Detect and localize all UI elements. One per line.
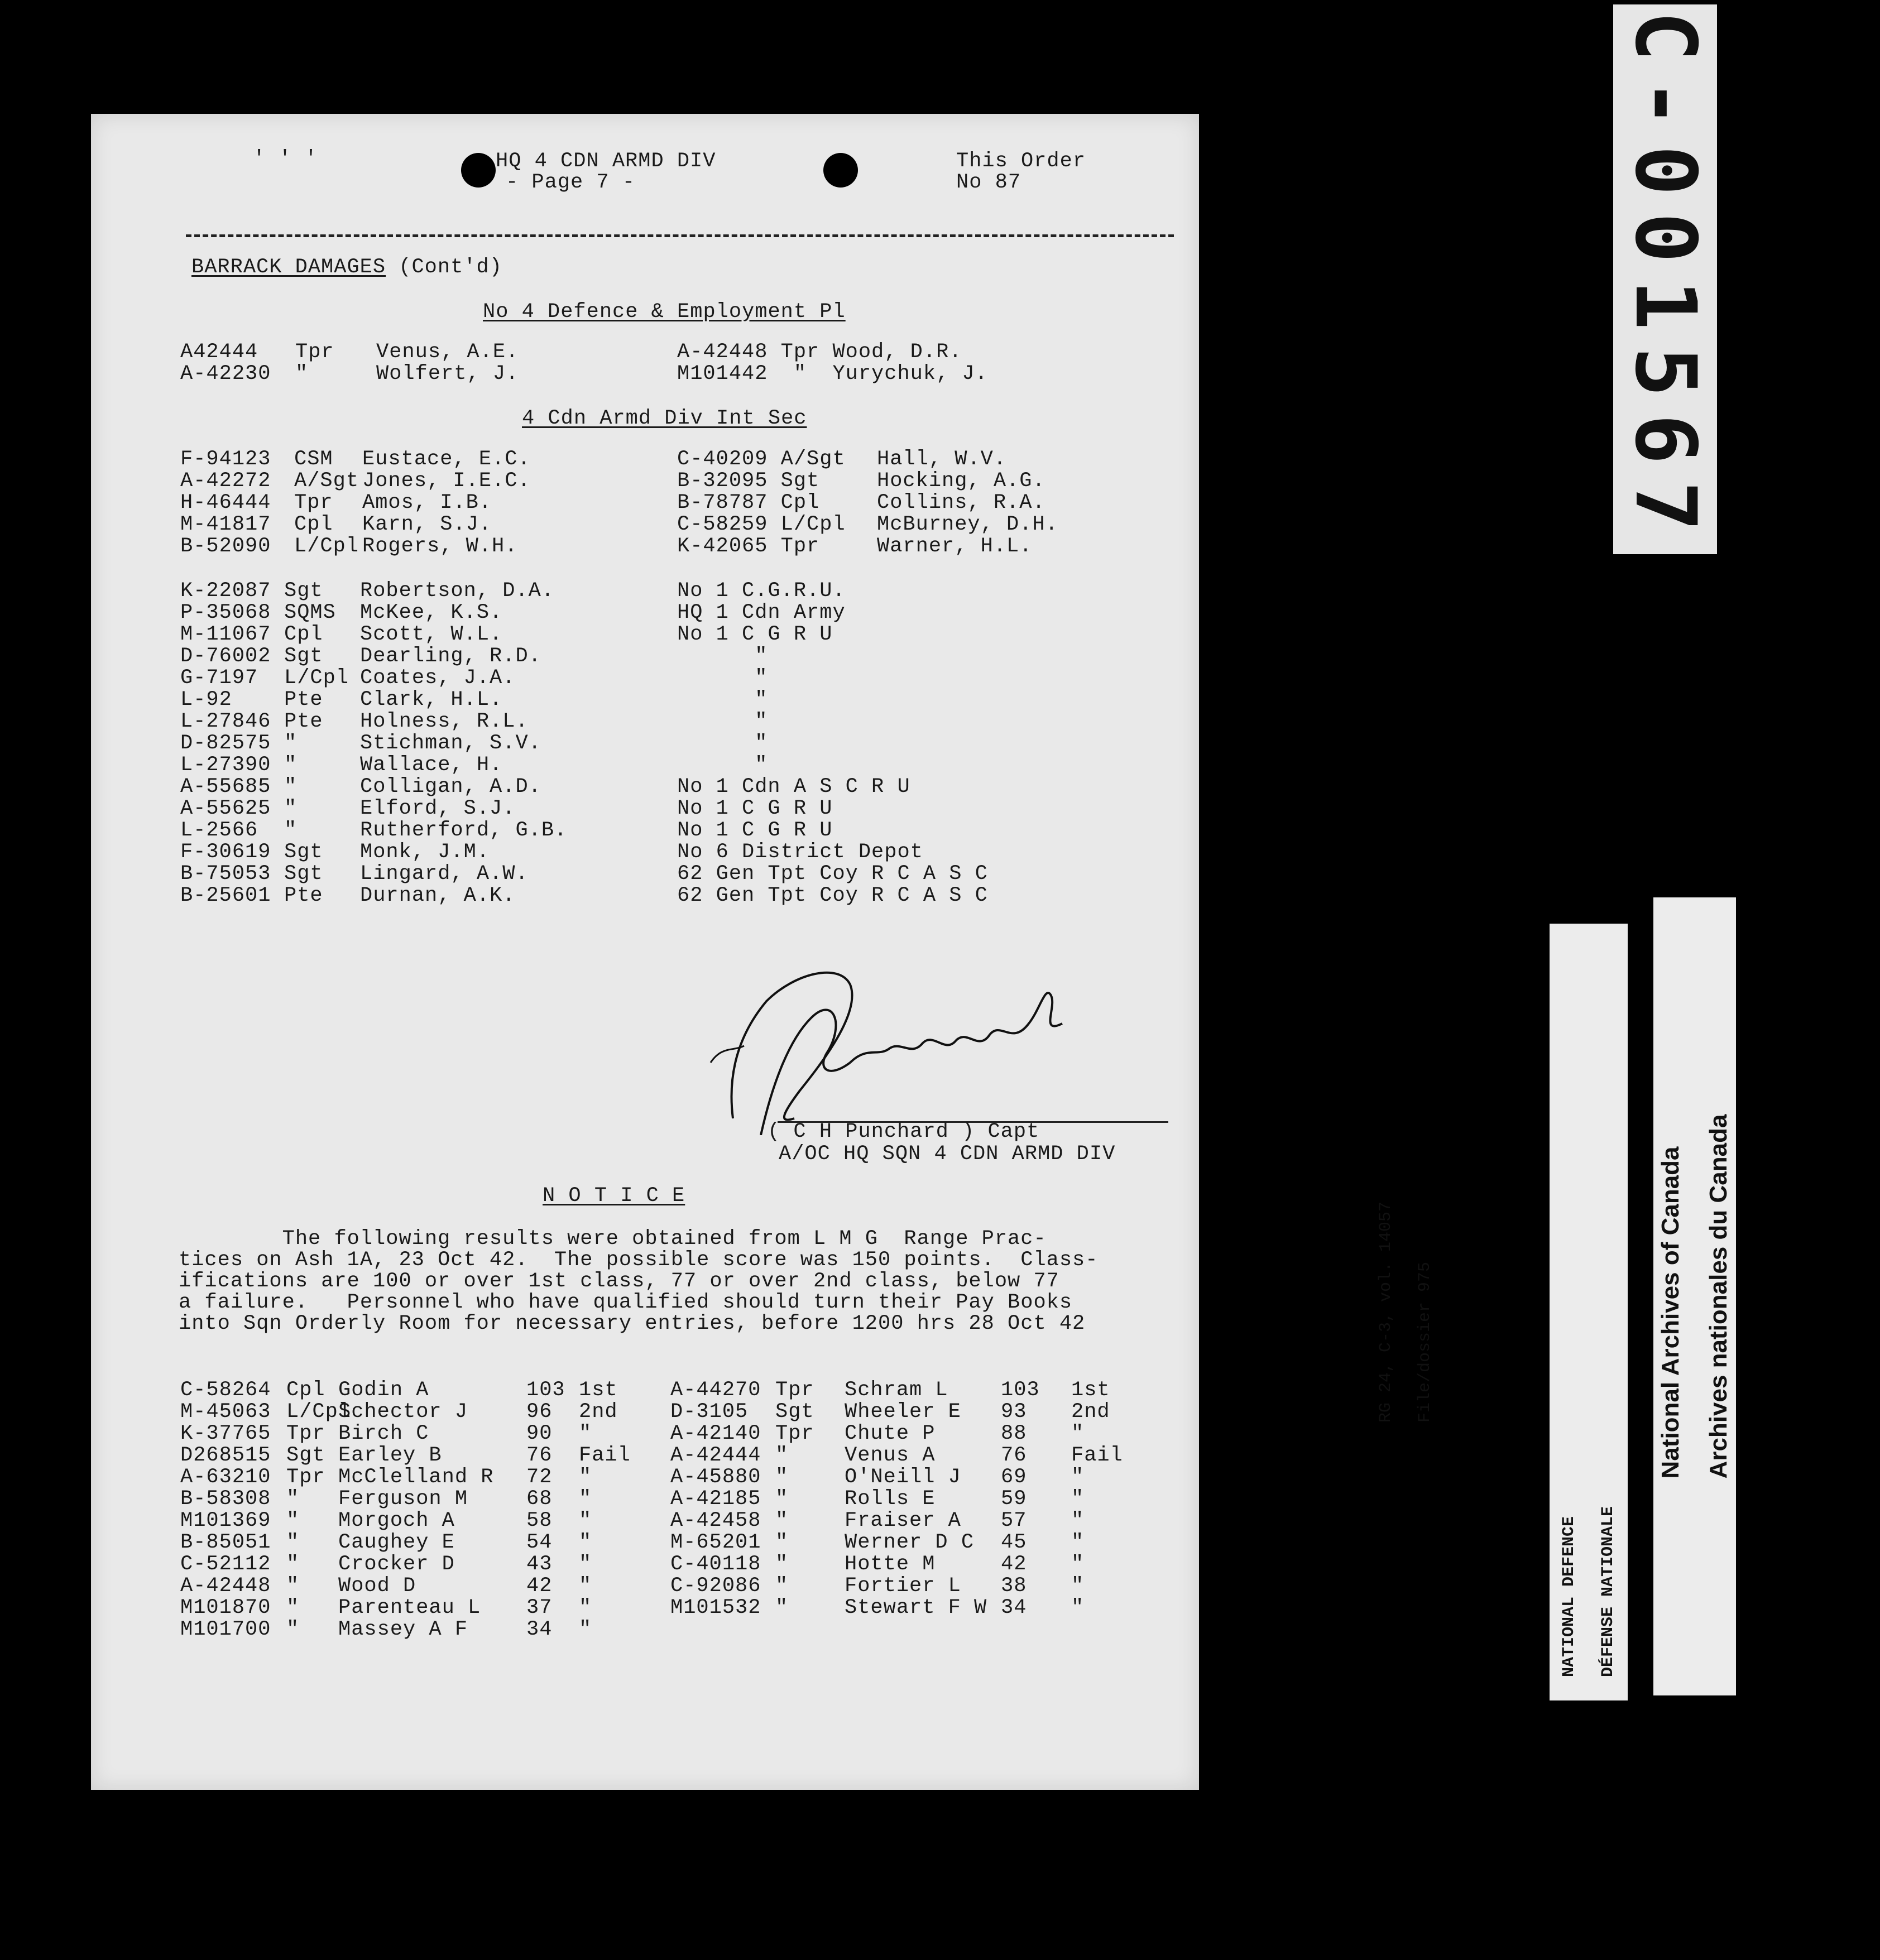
service-number: A-45880 (670, 1466, 761, 1489)
name: Earley B (338, 1444, 442, 1467)
name: Holness, R.L. (360, 710, 529, 733)
reference-label (1377, 924, 1628, 1700)
result-row (91, 1554, 1199, 1575)
notice-line: The following results were obtained from L M G Range Prac- (179, 1227, 1047, 1251)
signature-title: A/OC HQ SQN 4 CDN ARMD DIV (779, 1142, 1116, 1166)
rank: Pte (284, 710, 323, 733)
service-number: B-58308 (180, 1487, 271, 1511)
name: Amos, I.B. (362, 491, 492, 515)
result-row (91, 1510, 1199, 1532)
right-name: Collins, R.A. (877, 491, 1045, 515)
service-number: M-41817 (180, 513, 271, 536)
result-row (91, 1532, 1199, 1554)
name: Massey A F (338, 1618, 468, 1641)
personnel-row (91, 470, 1199, 492)
name: Eustace, E.C. (362, 448, 531, 471)
posting: HQ 1 Cdn Army (677, 601, 846, 624)
classification: 2nd (579, 1400, 618, 1424)
service-number: A-55685 (180, 775, 271, 799)
name: Morgoch A (338, 1509, 455, 1533)
frame-number-tag (1613, 4, 1717, 554)
right-name: Hocking, A.G. (877, 469, 1045, 493)
personnel-row (91, 776, 1199, 798)
name: Wood D (338, 1574, 416, 1598)
rank: " (295, 362, 309, 386)
name: Wolfert, J. (376, 362, 519, 386)
signature-name: ( C H Punchard ) Capt (768, 1120, 1040, 1144)
header-unit: HQ 4 CDN ARMD DIV (496, 150, 716, 173)
rank: " (775, 1444, 789, 1467)
rank: Tpr (295, 340, 334, 364)
service-number: D-3105 (670, 1400, 749, 1424)
service-number: M-65201 (670, 1531, 761, 1554)
classification: Fail (1071, 1444, 1123, 1467)
right-entry: M101442 " Yurychuk, J. (677, 362, 988, 386)
header-order-number: No 87 (956, 171, 1021, 194)
right-number-rank: B-32095 Sgt (677, 469, 820, 493)
result-row (91, 1467, 1199, 1488)
right-name: McBurney, D.H. (877, 513, 1058, 536)
rank: " (286, 1574, 300, 1598)
rank: L/Cpl (284, 666, 349, 690)
service-number: B-25601 (180, 884, 271, 907)
personnel-row (91, 536, 1199, 558)
rank: L/Cpl (294, 535, 359, 558)
rank: " (284, 753, 298, 777)
notice-line: a failure. Personnel who have qualified should turn their Pay Books (179, 1291, 1073, 1314)
rank: " (775, 1466, 789, 1489)
service-number: G-7197 (180, 666, 258, 690)
result-row (91, 1423, 1199, 1445)
rank: CSM (294, 448, 333, 471)
service-number: M101700 (180, 1618, 271, 1641)
rank: " (284, 797, 298, 820)
score: 96 (526, 1400, 553, 1424)
rank: " (286, 1596, 300, 1620)
classification: " (579, 1509, 592, 1533)
personnel-row (91, 602, 1199, 624)
rank: Pte (284, 688, 323, 712)
service-number: K-22087 (180, 579, 271, 603)
posting: 62 Gen Tpt Coy R C A S C (677, 884, 988, 907)
barrack-title-main: BARRACK DAMAGES (191, 256, 386, 279)
name: Fraiser A (845, 1509, 961, 1533)
classification: 1st (579, 1378, 618, 1402)
notice-line: tices on Ash 1A, 23 Oct 42. The possible score was 150 points. Class- (179, 1248, 1099, 1272)
posting: No 1 C G R U (677, 797, 833, 820)
rank: Pte (284, 884, 323, 907)
personnel-row (91, 580, 1199, 602)
rank: " (775, 1487, 789, 1511)
name: Rutherford, G.B. (360, 819, 568, 842)
result-row (91, 1619, 1199, 1641)
classification: 2nd (1071, 1400, 1110, 1424)
service-number: M101369 (180, 1509, 271, 1533)
score: 103 (1001, 1378, 1040, 1402)
rank: Tpr (286, 1466, 325, 1489)
name: Colligan, A.D. (360, 775, 541, 799)
result-row (91, 1380, 1199, 1401)
classification: " (579, 1596, 592, 1620)
name: Ferguson M (338, 1487, 468, 1511)
rank: Sgt (284, 862, 323, 886)
service-number: A42444 (180, 340, 258, 364)
name: Elford, S.J. (360, 797, 516, 820)
rank: " (284, 819, 298, 842)
score: 45 (1001, 1531, 1027, 1554)
name: Dearling, R.D. (360, 645, 541, 668)
name: Fortier L (845, 1574, 961, 1598)
score: 57 (1001, 1509, 1027, 1533)
classification: " (579, 1422, 592, 1445)
name: Crocker D (338, 1553, 455, 1576)
rank: Tpr (286, 1422, 325, 1445)
name: Wheeler E (845, 1400, 961, 1424)
name: Karn, S.J. (362, 513, 492, 536)
service-number: A-42448 (180, 1574, 271, 1598)
notice-line: ifications are 100 or over 1st class, 77 or over 2nd class, below 77 (179, 1270, 1059, 1293)
personnel-row (91, 667, 1199, 689)
rank: A/Sgt (294, 469, 359, 493)
score: 76 (1001, 1444, 1027, 1467)
service-number: C-58264 (180, 1378, 271, 1402)
personnel-row (91, 492, 1199, 514)
result-row (91, 1401, 1199, 1423)
personnel-row (91, 820, 1199, 842)
archives-block (1637, 1114, 1753, 1479)
personnel-row (91, 514, 1199, 536)
personnel-row (91, 863, 1199, 885)
result-row (91, 1445, 1199, 1467)
right-number-rank: K-42065 Tpr (677, 535, 820, 558)
personnel-row (91, 342, 1199, 363)
rank: " (286, 1618, 300, 1641)
posting: No 6 District Depot (677, 840, 923, 864)
right-entry: A-42448 Tpr Wood, D.R. (677, 340, 962, 364)
posting: " (677, 753, 768, 777)
posting: 62 Gen Tpt Coy R C A S C (677, 862, 988, 886)
rank: " (284, 775, 298, 799)
service-number: L-27846 (180, 710, 271, 733)
name: Jones, I.E.C. (362, 469, 531, 493)
score: 88 (1001, 1422, 1027, 1445)
classification: " (1071, 1466, 1085, 1489)
score: 103 (526, 1378, 565, 1402)
service-number: A-63210 (180, 1466, 271, 1489)
score: 38 (1001, 1574, 1027, 1598)
posting: " (677, 645, 768, 668)
service-number: M-11067 (180, 623, 271, 646)
name: Birch C (338, 1422, 429, 1445)
service-number: A-42458 (670, 1509, 761, 1533)
result-row (91, 1575, 1199, 1597)
score: 42 (1001, 1553, 1027, 1576)
personnel-row (91, 798, 1199, 820)
rank: Tpr (775, 1378, 814, 1402)
classification: " (1071, 1553, 1085, 1576)
personnel-row (91, 449, 1199, 470)
service-number: B-52090 (180, 535, 271, 558)
score: 43 (526, 1553, 553, 1576)
header-divider (186, 234, 1174, 237)
classification: " (1071, 1422, 1085, 1445)
header-order-label: This Order (956, 150, 1086, 173)
rank: Sgt (284, 579, 323, 603)
name: Clark, H.L. (360, 688, 503, 712)
score: 76 (526, 1444, 553, 1467)
rank: " (284, 732, 298, 755)
service-number: P-35068 (180, 601, 271, 624)
name: Robertson, D.A. (360, 579, 555, 603)
national-defence-line-1: NATIONAL DEFENCE (1560, 1516, 1579, 1678)
service-number: M101870 (180, 1596, 271, 1620)
service-number: A-42185 (670, 1487, 761, 1511)
classification: " (579, 1531, 592, 1554)
rank: Cpl (284, 623, 323, 646)
archives-line-en: National Archives of Canada (1657, 1146, 1684, 1479)
rank: " (286, 1553, 300, 1576)
personnel-row (91, 646, 1199, 667)
service-number: F-94123 (180, 448, 271, 471)
rank: Sgt (284, 840, 323, 864)
rank: L/Cpl (286, 1400, 352, 1424)
name: Schector J (338, 1400, 468, 1424)
name: Chute P (845, 1422, 936, 1445)
personnel-row (91, 711, 1199, 733)
handwritten-signature (699, 951, 1079, 1135)
header-page: - Page 7 - (506, 171, 636, 194)
classification: " (579, 1487, 592, 1511)
service-number: A-55625 (180, 797, 271, 820)
service-number: B-75053 (180, 862, 271, 886)
posting: " (677, 710, 768, 733)
personnel-row (91, 624, 1199, 646)
personnel-row (91, 842, 1199, 863)
service-number: L-27390 (180, 753, 271, 777)
archives-line-fr: Archives nationales du Canada (1705, 1114, 1732, 1479)
service-number: L-92 (180, 688, 232, 712)
name: Wallace, H. (360, 753, 503, 777)
name: Scott, W.L. (360, 623, 503, 646)
right-number-rank: C-40209 A/Sgt (677, 448, 846, 471)
rank: " (775, 1596, 789, 1620)
posting: " (677, 688, 768, 712)
service-number: L-2566 (180, 819, 258, 842)
frame-number: C-001567 (1617, 11, 1714, 548)
name: Caughey E (338, 1531, 455, 1554)
name: Hotte M (845, 1553, 936, 1576)
classification: 1st (1071, 1378, 1110, 1402)
rank: Sgt (284, 645, 323, 668)
score: 90 (526, 1422, 553, 1445)
service-number: D-82575 (180, 732, 271, 755)
name: Venus, A.E. (376, 340, 519, 364)
name: O'Neill J (845, 1466, 961, 1489)
score: 58 (526, 1509, 553, 1533)
posting: No 1 C G R U (677, 623, 833, 646)
service-number: C-92086 (670, 1574, 761, 1598)
document-page (91, 114, 1199, 1790)
notice-title: N O T I C E (543, 1184, 685, 1208)
service-number: A-42140 (670, 1422, 761, 1445)
name: Venus A (845, 1444, 936, 1467)
personnel-row (91, 689, 1199, 711)
rank: " (775, 1531, 789, 1554)
name: Rogers, W.H. (362, 535, 518, 558)
rank: " (775, 1574, 789, 1598)
classification: " (1071, 1509, 1085, 1533)
rank: Sgt (286, 1444, 325, 1467)
service-number: C-40118 (670, 1553, 761, 1576)
section-int-sec: 4 Cdn Armd Div Int Sec (522, 407, 807, 430)
right-name: Hall, W.V. (877, 448, 1007, 471)
service-number: A-44270 (670, 1378, 761, 1402)
result-row (91, 1488, 1199, 1510)
punch-hole-right (823, 153, 858, 188)
posting: No 1 C G R U (677, 819, 833, 842)
service-number: D268515 (180, 1444, 271, 1467)
right-name: Warner, H.L. (877, 535, 1033, 558)
name: Durnan, A.K. (360, 884, 516, 907)
reference-line-2: File/dossier 975 (1416, 1261, 1435, 1423)
rank: " (286, 1509, 300, 1533)
header-mark: ' ' ' (253, 147, 318, 171)
rank: " (775, 1553, 789, 1576)
score: 59 (1001, 1487, 1027, 1511)
service-number: M101532 (670, 1596, 761, 1620)
name: Werner D C (845, 1531, 975, 1554)
service-number: B-85051 (180, 1531, 271, 1554)
notice-line: into Sqn Orderly Room for necessary entries, before 1200 hrs 28 Oct 42 (179, 1312, 1086, 1336)
rank: " (775, 1509, 789, 1533)
personnel-row (91, 755, 1199, 776)
name: Lingard, A.W. (360, 862, 529, 886)
name: Stewart F W (845, 1596, 987, 1620)
service-number: C-52112 (180, 1553, 271, 1576)
classification: " (579, 1618, 592, 1641)
name: Godin A (338, 1378, 429, 1402)
service-number: A-42230 (180, 362, 271, 386)
name: McClelland R (338, 1466, 494, 1489)
right-number-rank: B-78787 Cpl (677, 491, 820, 515)
name: Parenteau L (338, 1596, 481, 1620)
name: Rolls E (845, 1487, 936, 1511)
service-number: D-76002 (180, 645, 271, 668)
classification: " (579, 1553, 592, 1576)
personnel-row (91, 363, 1199, 385)
score: 34 (1001, 1596, 1027, 1620)
archives-label (1653, 897, 1736, 1695)
service-number: A-42272 (180, 469, 271, 493)
service-number: H-46444 (180, 491, 271, 515)
section-defence-employment: No 4 Defence & Employment Pl (483, 300, 846, 324)
personnel-row (91, 733, 1199, 755)
rank: Tpr (775, 1422, 814, 1445)
defence-block (1540, 1506, 1638, 1677)
name: McKee, K.S. (360, 601, 503, 624)
rank: " (286, 1531, 300, 1554)
posting: No 1 Cdn A S C R U (677, 775, 910, 799)
name: Coates, J.A. (360, 666, 516, 690)
personnel-row (91, 885, 1199, 907)
barrack-title-suffix: (Cont'd) (386, 256, 502, 279)
classification: Fail (579, 1444, 631, 1467)
service-number: K-37765 (180, 1422, 271, 1445)
barrack-title (191, 257, 502, 278)
rank: " (286, 1487, 300, 1511)
service-number: M-45063 (180, 1400, 271, 1424)
score: 68 (526, 1487, 553, 1511)
result-row (91, 1597, 1199, 1619)
reference-line-1: RG 24, C-3, vol. 14057 (1377, 1201, 1395, 1423)
rank: Cpl (294, 513, 333, 536)
score: 37 (526, 1596, 553, 1620)
rank: Cpl (286, 1378, 325, 1402)
score: 34 (526, 1618, 553, 1641)
rank: SQMS (284, 601, 336, 624)
name: Schram L (845, 1378, 948, 1402)
punch-hole-left (461, 153, 496, 188)
service-number: F-30619 (180, 840, 271, 864)
classification: " (1071, 1531, 1085, 1554)
classification: " (579, 1466, 592, 1489)
score: 69 (1001, 1466, 1027, 1489)
score: 72 (526, 1466, 553, 1489)
name: Monk, J.M. (360, 840, 490, 864)
national-defence-line-2: DÉFENSE NATIONALE (1599, 1506, 1618, 1678)
rank: Tpr (294, 491, 333, 515)
classification: " (1071, 1574, 1085, 1598)
score: 42 (526, 1574, 553, 1598)
classification: " (1071, 1596, 1085, 1620)
classification: " (1071, 1487, 1085, 1511)
service-number: A-42444 (670, 1444, 761, 1467)
right-number-rank: C-58259 L/Cpl (677, 513, 846, 536)
score: 93 (1001, 1400, 1027, 1424)
classification: " (579, 1574, 592, 1598)
posting: " (677, 666, 768, 690)
rank: Sgt (775, 1400, 814, 1424)
posting: " (677, 732, 768, 755)
name: Stichman, S.V. (360, 732, 541, 755)
score: 54 (526, 1531, 553, 1554)
posting: No 1 C.G.R.U. (677, 579, 846, 603)
